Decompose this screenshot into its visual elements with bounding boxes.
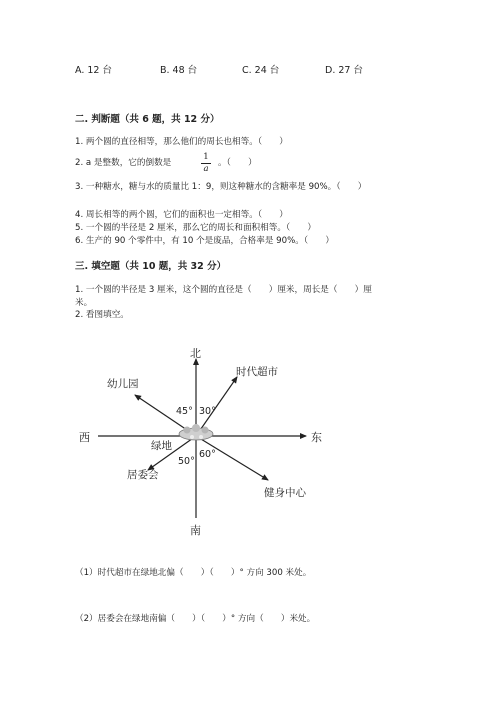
fill-question-a: （1）时代超市在绿地北偏（ ）（ ）° 方向 300 米处。	[75, 568, 312, 578]
judge-q1: 1. 两个圆的直径相等，那么他们的周长也相等。（ ）	[75, 137, 288, 147]
angle-50: 50°	[178, 456, 195, 467]
judge-q2-prefix: 2. a 是整数，它的倒数是	[75, 158, 172, 168]
fraction-denominator: a	[203, 164, 209, 174]
label-center: 绿地	[151, 440, 172, 452]
option-b: B. 48 台	[160, 65, 198, 76]
fraction-numerator: 1	[201, 152, 211, 164]
judge-q2-suffix: 。（ ）	[218, 158, 257, 168]
angle-30: 30°	[199, 406, 216, 417]
label-south: 南	[190, 524, 201, 537]
angle-60: 60°	[199, 449, 216, 460]
label-kindergarten: 幼儿园	[107, 378, 139, 390]
judge-q4: 4. 周长相等的两个圆，它们的面积也一定相等。（ ）	[75, 210, 288, 220]
judge-q3: 3. 一种糖水，糖与水的质量比 1：9，则这种糖水的含糖率是 90%。（ ）	[75, 182, 367, 192]
label-west: 西	[79, 431, 90, 444]
section-3-title: 三. 填空题（共 10 题，共 32 分）	[75, 261, 227, 272]
fill-q1-line2: 米。	[75, 298, 93, 308]
fill-q1-line1: 1. 一个圆的半径是 3 厘米，这个圆的直径是（ ）厘米，周长是（ ）厘	[75, 285, 372, 295]
label-supermarket: 时代超市	[236, 366, 278, 378]
label-east: 东	[311, 431, 322, 444]
section-2-title: 二. 判断题（共 6 题，共 12 分）	[75, 114, 220, 125]
fill-question-b: （2）居委会在绿地南偏（ ）（ ）° 方向（ ）米处。	[75, 614, 316, 624]
option-c: C. 24 台	[242, 65, 280, 76]
judge-q6: 6. 生产的 90 个零件中，有 10 个是废品，合格率是 90%。（ ）	[75, 236, 334, 246]
option-d: D. 27 台	[325, 65, 363, 76]
label-fitness-center: 健身中心	[264, 487, 306, 499]
fill-q2: 2. 看图填空。	[75, 310, 129, 320]
judge-q5: 5. 一个圆的半径是 2 厘米，那么它的周长和面积相等。（ ）	[75, 223, 317, 233]
label-north: 北	[190, 347, 201, 360]
angle-45: 45°	[176, 406, 193, 417]
green-space-icon	[179, 424, 213, 440]
label-committee: 居委会	[127, 469, 159, 481]
option-a: A. 12 台	[75, 65, 112, 76]
